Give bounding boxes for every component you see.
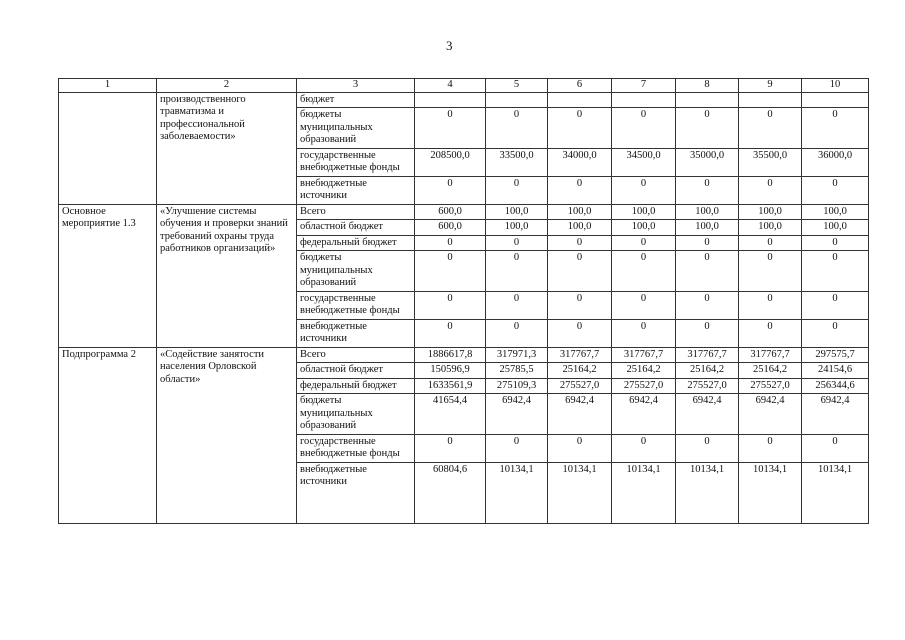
funding-source: бюджет — [297, 92, 415, 108]
header-cell: 7 — [612, 79, 676, 93]
amount-cell: 100,0 — [612, 204, 676, 220]
program-name: «Улучшение системы обучения и проверки знаний требований охраны труда работников организаций» — [157, 204, 297, 347]
amount-cell: 0 — [802, 176, 869, 204]
amount-cell: 10134,1 — [676, 462, 739, 523]
amount-cell: 208500,0 — [415, 148, 486, 176]
amount-cell: 0 — [415, 176, 486, 204]
amount-cell: 100,0 — [739, 204, 802, 220]
program-name: производственного травматизма и профессиональной заболеваемости» — [157, 92, 297, 204]
header-cell: 2 — [157, 79, 297, 93]
amount-cell: 0 — [802, 235, 869, 251]
amount-cell: 100,0 — [548, 220, 612, 236]
amount-cell: 10134,1 — [548, 462, 612, 523]
amount-cell: 35000,0 — [676, 148, 739, 176]
amount-cell: 0 — [612, 434, 676, 462]
funding-source: внебюджетные источники — [297, 319, 415, 347]
amount-cell: 34000,0 — [548, 148, 612, 176]
amount-cell: 317767,7 — [612, 347, 676, 363]
amount-cell: 100,0 — [802, 220, 869, 236]
funding-source: Всего — [297, 204, 415, 220]
program-code — [59, 92, 157, 204]
amount-cell: 600,0 — [415, 220, 486, 236]
funding-source: федеральный бюджет — [297, 378, 415, 394]
funding-source: Всего — [297, 347, 415, 363]
amount-cell: 41654,4 — [415, 394, 486, 435]
funding-source: федеральный бюджет — [297, 235, 415, 251]
amount-cell: 10134,1 — [802, 462, 869, 523]
amount-cell: 100,0 — [676, 204, 739, 220]
amount-cell: 0 — [548, 235, 612, 251]
amount-cell: 35500,0 — [739, 148, 802, 176]
amount-cell: 1886617,8 — [415, 347, 486, 363]
amount-cell: 100,0 — [548, 204, 612, 220]
amount-cell: 317971,3 — [486, 347, 548, 363]
amount-cell: 297575,7 — [802, 347, 869, 363]
table-row — [59, 347, 869, 363]
table-row — [59, 204, 869, 220]
amount-cell: 275527,0 — [612, 378, 676, 394]
header-cell: 8 — [676, 79, 739, 93]
amount-cell: 0 — [548, 176, 612, 204]
amount-cell: 0 — [802, 291, 869, 319]
amount-cell: 0 — [486, 251, 548, 292]
amount-cell — [676, 92, 739, 108]
amount-cell: 0 — [612, 251, 676, 292]
amount-cell: 24154,6 — [802, 363, 869, 379]
amount-cell: 25164,2 — [676, 363, 739, 379]
amount-cell: 0 — [486, 176, 548, 204]
amount-cell: 0 — [415, 434, 486, 462]
amount-cell: 6942,4 — [612, 394, 676, 435]
amount-cell: 0 — [676, 108, 739, 149]
amount-cell — [415, 92, 486, 108]
amount-cell: 34500,0 — [612, 148, 676, 176]
amount-cell: 6942,4 — [739, 394, 802, 435]
amount-cell: 10134,1 — [486, 462, 548, 523]
amount-cell: 0 — [548, 108, 612, 149]
amount-cell: 0 — [415, 108, 486, 149]
funding-source: областной бюджет — [297, 220, 415, 236]
program-code: Основное мероприятие 1.3 — [59, 204, 157, 347]
amount-cell: 0 — [802, 251, 869, 292]
amount-cell: 0 — [739, 235, 802, 251]
amount-cell: 25164,2 — [612, 363, 676, 379]
amount-cell: 33500,0 — [486, 148, 548, 176]
table-row — [59, 92, 869, 108]
amount-cell: 0 — [802, 434, 869, 462]
amount-cell: 317767,7 — [739, 347, 802, 363]
amount-cell: 0 — [739, 291, 802, 319]
amount-cell: 0 — [486, 235, 548, 251]
amount-cell: 275109,3 — [486, 378, 548, 394]
amount-cell: 25785,5 — [486, 363, 548, 379]
amount-cell: 0 — [739, 108, 802, 149]
amount-cell: 0 — [739, 176, 802, 204]
amount-cell: 0 — [548, 291, 612, 319]
amount-cell: 0 — [612, 176, 676, 204]
amount-cell: 25164,2 — [548, 363, 612, 379]
page-number: 3 — [446, 38, 453, 53]
amount-cell: 0 — [612, 235, 676, 251]
amount-cell: 60804,6 — [415, 462, 486, 523]
amount-cell: 0 — [415, 291, 486, 319]
amount-cell: 0 — [739, 319, 802, 347]
amount-cell: 6942,4 — [802, 394, 869, 435]
funding-source: бюджеты муниципальных образований — [297, 394, 415, 435]
amount-cell — [802, 92, 869, 108]
amount-cell: 0 — [676, 235, 739, 251]
amount-cell: 0 — [676, 434, 739, 462]
amount-cell: 0 — [676, 291, 739, 319]
amount-cell: 100,0 — [486, 220, 548, 236]
amount-cell: 0 — [802, 108, 869, 149]
funding-source: внебюджетные источники — [297, 462, 415, 523]
amount-cell: 6942,4 — [486, 394, 548, 435]
amount-cell — [612, 92, 676, 108]
amount-cell: 0 — [415, 251, 486, 292]
program-name: «Содействие занятости населения Орловской области» — [157, 347, 297, 523]
amount-cell: 1633561,9 — [415, 378, 486, 394]
funding-source: государственные внебюджетные фонды — [297, 434, 415, 462]
header-cell: 4 — [415, 79, 486, 93]
amount-cell: 0 — [612, 291, 676, 319]
amount-cell: 317767,7 — [548, 347, 612, 363]
amount-cell: 100,0 — [739, 220, 802, 236]
amount-cell: 10134,1 — [739, 462, 802, 523]
amount-cell: 256344,6 — [802, 378, 869, 394]
amount-cell — [548, 92, 612, 108]
header-cell: 9 — [739, 79, 802, 93]
amount-cell: 0 — [676, 251, 739, 292]
funding-source: бюджеты муниципальных образований — [297, 251, 415, 292]
program-code: Подпрограмма 2 — [59, 347, 157, 523]
amount-cell: 0 — [802, 319, 869, 347]
amount-cell: 100,0 — [676, 220, 739, 236]
header-row — [59, 79, 869, 93]
amount-cell: 0 — [486, 291, 548, 319]
amount-cell: 0 — [415, 235, 486, 251]
amount-cell: 0 — [739, 251, 802, 292]
funding-source: государственные внебюджетные фонды — [297, 148, 415, 176]
amount-cell: 0 — [676, 319, 739, 347]
amount-cell: 0 — [612, 108, 676, 149]
amount-cell: 0 — [486, 434, 548, 462]
amount-cell — [486, 92, 548, 108]
amount-cell: 0 — [548, 251, 612, 292]
amount-cell: 100,0 — [802, 204, 869, 220]
header-cell: 1 — [59, 79, 157, 93]
amount-cell — [739, 92, 802, 108]
amount-cell: 0 — [548, 434, 612, 462]
amount-cell: 0 — [486, 108, 548, 149]
funding-source: государственные внебюджетные фонды — [297, 291, 415, 319]
funding-source: бюджеты муниципальных образований — [297, 108, 415, 149]
amount-cell: 10134,1 — [612, 462, 676, 523]
budget-table — [58, 78, 869, 524]
amount-cell: 275527,0 — [739, 378, 802, 394]
amount-cell: 0 — [415, 319, 486, 347]
amount-cell: 25164,2 — [739, 363, 802, 379]
funding-source: внебюджетные источники — [297, 176, 415, 204]
funding-source: областной бюджет — [297, 363, 415, 379]
amount-cell: 6942,4 — [548, 394, 612, 435]
amount-cell: 275527,0 — [548, 378, 612, 394]
amount-cell: 600,0 — [415, 204, 486, 220]
header-cell: 3 — [297, 79, 415, 93]
amount-cell: 100,0 — [612, 220, 676, 236]
amount-cell: 275527,0 — [676, 378, 739, 394]
amount-cell: 36000,0 — [802, 148, 869, 176]
amount-cell: 6942,4 — [676, 394, 739, 435]
header-cell: 5 — [486, 79, 548, 93]
amount-cell: 0 — [486, 319, 548, 347]
amount-cell: 0 — [548, 319, 612, 347]
amount-cell: 0 — [612, 319, 676, 347]
amount-cell: 0 — [739, 434, 802, 462]
amount-cell: 100,0 — [486, 204, 548, 220]
amount-cell: 150596,9 — [415, 363, 486, 379]
header-cell: 6 — [548, 79, 612, 93]
amount-cell: 317767,7 — [676, 347, 739, 363]
amount-cell: 0 — [676, 176, 739, 204]
header-cell: 10 — [802, 79, 869, 93]
